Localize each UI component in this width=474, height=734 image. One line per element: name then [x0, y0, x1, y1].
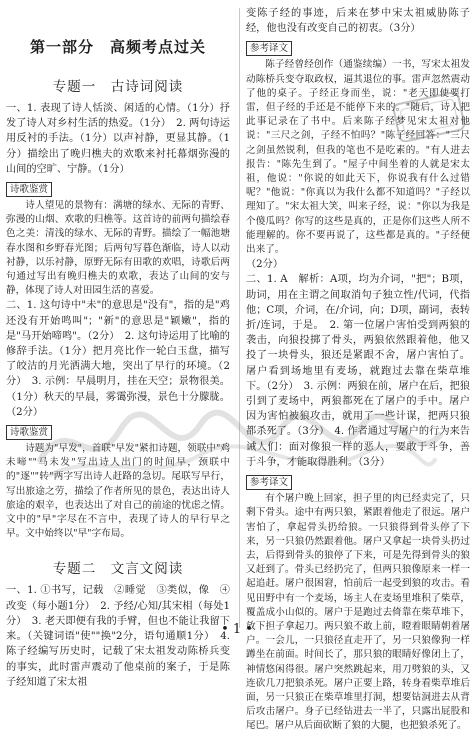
appreciation-text: 诗题为"早发"，首联"早发"紧扣诗题，领联中"鸡未啼""马未发"写出诗人出门的时间早，颈联中的"逐""转"两字写出诗人赶路的急切。尾联写早行，写出旅途之劳，描绘了作者所见的景色，表达出诗人旅途的艰辛，也表达出了对自己的前途的忧虑之情。文中的"早"字尽在不言中，表现了诗人的早行早之早。文中始终以"早"字布局。 — [6, 443, 230, 540]
appreciation-tag: 诗歌鉴赏 — [6, 425, 52, 440]
translation-text: 陈子经曾经创作（通鉴续编）一书，写宋太祖发动陈桥兵变夺取政权，逼其退位的事。雷声忽然震动了他的桌子。子经正身而坐，说："老天即使要打雷，但子经的手还是不能停下来的。"随后，诗人把此事记录在了书中。后来陈子经梦见宋太祖对他说："三尺之剑，子经不怕吗？"陈子经回答："三尺之剑虽然锐利，但我的笔也不是吃素的。"有人进去报告："陈先生到了。"屋子中间坐着的人就是宋太祖，他说："你说的如此天下，你说我有什么过错呢？"他说："你真以为我什么都不知道吗？"子经以理知了。"宋太祖大笑，叫来子经，说："你以为我是个傻瓜吗？你写的这些是真的，正是你们这些人所不能理解的。你不要再说了，这些都是真的。"子经便出来了。 — [246, 59, 470, 256]
appreciation-text: 诗人望见的景物有：满塘的绿水、无际的青野、弥漫的山烟、欢歌的归樵等。这首诗的前两句描绘春色之美：清浅的绿水、无际的青野。描绘了一幅池塘春水图和乡野春光图；后两句写暮色渐临，诗人以动衬静，以乐衬静，原野无际有田歌的欢唱，诗歌后两句通过写出有晚归樵夫的欢歌，表达了山间的安与静，体现了诗人对田园生活的喜爱。 — [6, 200, 230, 297]
column-divider — [239, 8, 240, 628]
section-title-classical: 专题二 文言文阅读 — [52, 561, 184, 578]
answer-paragraph: 一、1. 表现了诗人恬淡、闲适的心情。（1分）抒发了诗人对乡村生活的热爱。（1分） 2. 两句诗运用反衬的手法。（1分）以声衬静，更显其静。（1分）描绘出了晚归樵夫的欢歌来衬托幕烟弥漫的山间的空旷、宁静。（1分） — [6, 103, 230, 175]
translation-tag: 参考译文 — [246, 41, 292, 56]
translation-text: 有个屠户晚上回家，担子里的肉已经卖完了，只剩下骨头。途中有两只狼，紧跟着他走了很远。屠户害怕了，拿起骨头扔给狼。一只狼得到骨头停了下来，另一只狼仍然跟着他。屠户又拿起一块骨头扔过去，后得到骨头的狼停了下来，可是先得到骨头的狼又赶到了。骨头已经扔完了，但两只狼像原来一样一起追赶。屠户很困窘，怕前后一起受到狼的攻击。看见田野中有一个麦场，场主人在麦场里堆积了柴草，覆盖成小山似的。屠户于是跑过去倚靠在柴草堆下，放下担子拿起刀。两只狼不敢上前，瞪着眼睛朝着屠户。一会儿，一只狼径直走开了，另一只狼像狗一样蹲坐在前面。时间长了，那只狼的眼睛好像闭上了，神情悠闲得很。屠户突然跳起来，用刀劈狼的头，又连砍几刀把狼杀死。屠户正要上路，转身看柴草堆后面，另一只狼正在柴草堆里打洞，想要钻洞进去从背后攻击屠户。身子已经钻进去一半了，只露出屁股和尾巴。屠户从后面砍断了狼的大腿，也把狼杀死了。 — [246, 493, 470, 732]
part-title: 第一部分 高频考点过关 — [29, 38, 206, 56]
answer-paragraph: 一、1. ①书写，记载 ②睡觉 ③类似，像 ④改变（每小题1分） 2. 予经/心知/其宋相（每处1分） 3. 老天即便有我的手臂，但也不能让我留下来。（关键词语"使""换"2分，语句通顺1分） 4. 陈子经编写历史时，记载了宋太祖发动陈桥兵变的事实，此时雷声震动了他桌前的案子，于是陈子经知道了宋太祖 — [6, 585, 230, 688]
section-title-poetry: 专题一 古诗词阅读 — [52, 79, 184, 95]
page-number: • 1 • — [221, 622, 253, 637]
translation-tag: 参考译文 — [246, 475, 292, 490]
answer-paragraph: 二、1. 这句诗中"未"的意思是"没有"，指的是"鸡还没有开始鸣叫"；"新"的意思是"颖嫩"，指的是"马开始啼鸣"。（2分） 2. 这句诗运用了比喻的修辞手法。（1分）把月亮比作一轮白玉盘，描写了皎洁的月光洒满大地，突出了早行的环境。（2分） 3. 示例：早晨明月，挂在天空；景物很美。（1分）秋天的早晨，雾霭弥漫，景色十分朦胧。（2分） — [6, 300, 230, 418]
answer-paragraph: （2分） 二、1. A 解析：A项，均为介词，"把"；B项，助词，用在主谓之间取消句子独立性/代词，代指他；C项，介词，在/介词，向；D项，副词，表转折/连词，于是。 2. 第一位屠户害怕受到两狼的袭击，向狼投掷了骨头，两狼依然跟着他，他又投了一块骨头，狼还是紧跟不舍，屠户害怕了。屠户看到场地里有麦场，就跑过去靠在柴草堆下。（2分） 3. 示例：两狼在前，屠户在后，把狼引到了麦场中，两狼都死在了屠户的手中。屠户因为害怕被狼攻击，就用了一些计谋，把两只狼都杀死了。（3分） 4. 作者通过写屠户的行为来告诫人们：面对像狼一样的恶人，要敢于斗争，善于斗争，才能取得胜利。（3分） — [246, 259, 470, 468]
appreciation-tag: 诗歌鉴赏 — [6, 182, 52, 197]
left-column — [6, 6, 230, 690]
answer-paragraph: 变陈子经的事迹，后来在梦中宋太祖威胁陈子经，他也没有改变自己的初衷。（3分） — [246, 8, 470, 35]
